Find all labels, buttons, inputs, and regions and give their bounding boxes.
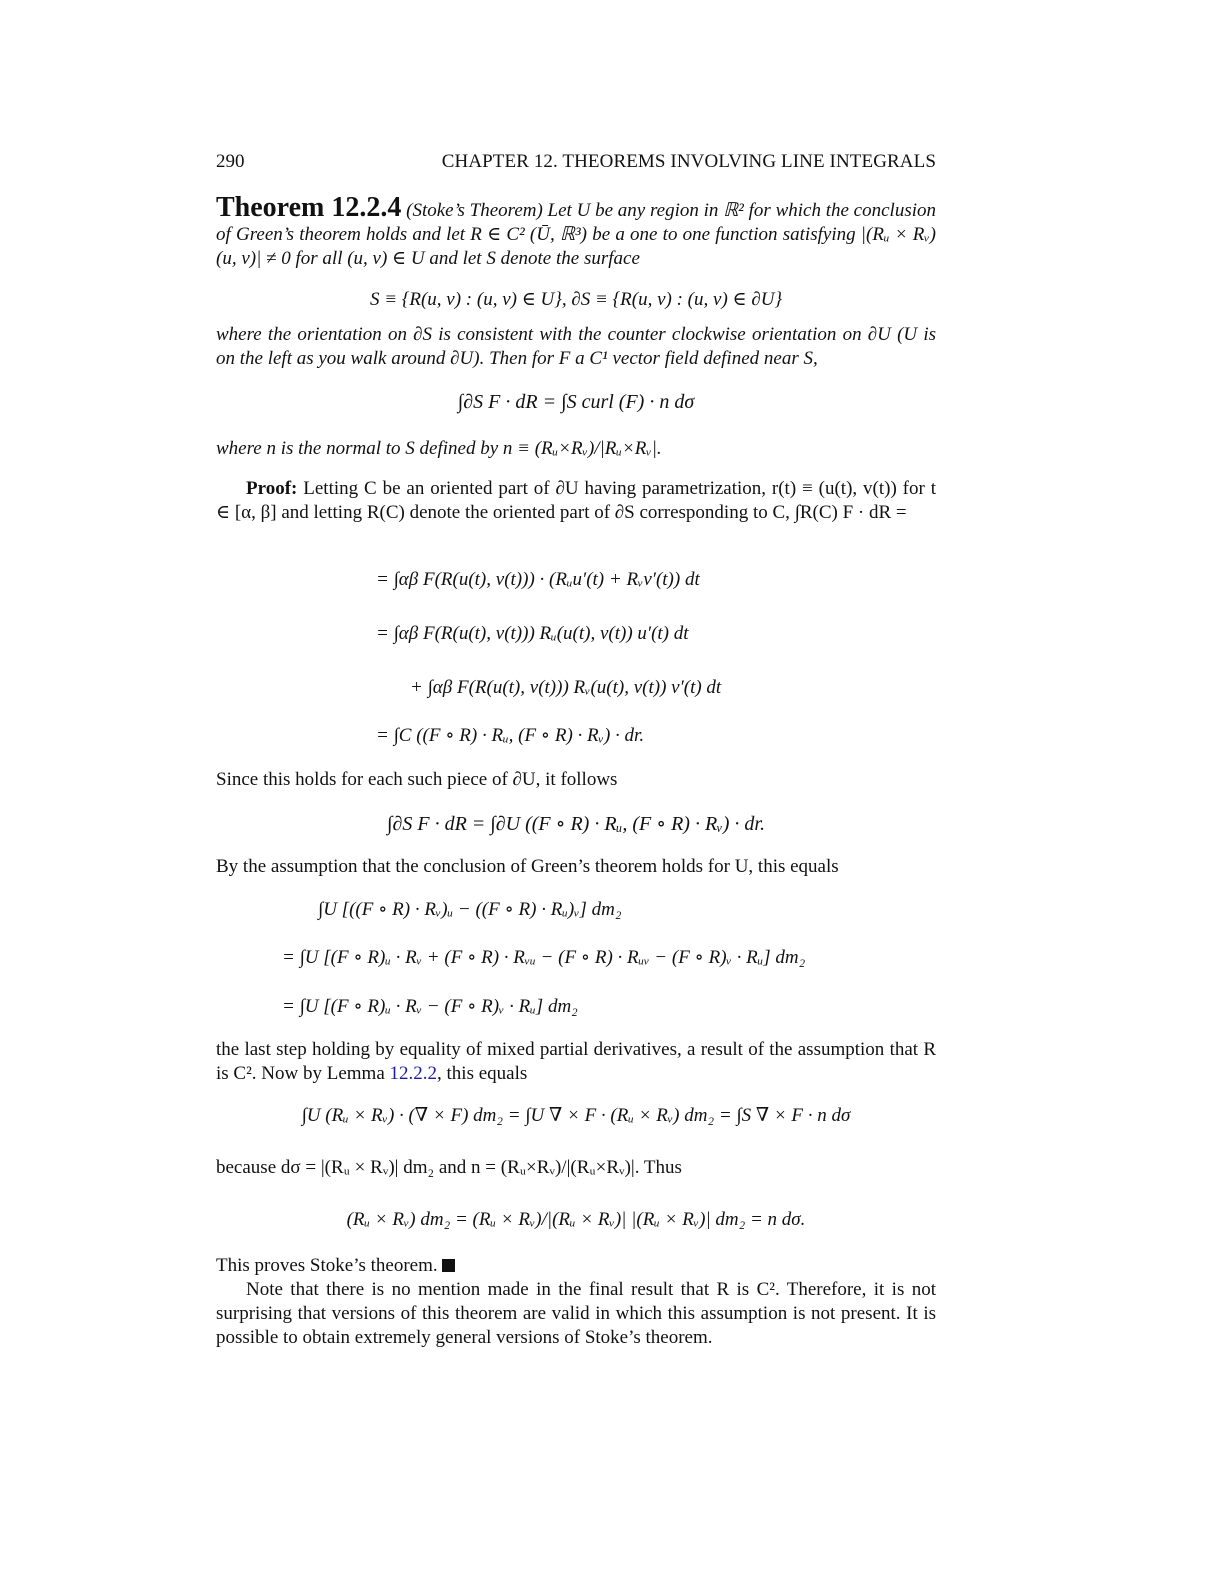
proof-text-2: Since this holds for each such piece of ∂U, it follows — [216, 769, 618, 790]
proof-equation-5: ∫∂S F · dR = ∫∂U ((F ∘ R) · Rᵤ, (F ∘ R) · Rᵥ) · dr. — [387, 813, 765, 835]
proof-text-1: Letting C be an oriented part of ∂U having parametrization, r(t) ≡ (u(t), v(t)) for t ∈ [α, β] and letting R(C) denote the oriented part of ∂S corresponding to C, ∫R(C) F · dR = — [216, 478, 937, 523]
proof-equation-2: = ∫αβ F(R(u(t), v(t))) Rᵤ(u(t), v(t)) u′(t) dt — [376, 623, 689, 644]
proof-paragraph-1 — [216, 477, 936, 525]
normal-definition: where n is the normal to S defined by n ≡ (Rᵤ×Rᵥ)/|Rᵤ×Rᵥ|. — [216, 438, 662, 459]
closing-paragraph — [216, 1278, 936, 1350]
proof-equation-9: ∫U (Rᵤ × Rᵥ) · (∇ × F) dm₂ = ∫U ∇ × F · (Rᵤ × Rᵥ) dm₂ = ∫S ∇ × F · n dσ — [301, 1105, 851, 1126]
lemma-reference-link[interactable]: 12.2.2 — [389, 1063, 438, 1084]
proof-text-3: By the assumption that the conclusion of Green’s theorem holds for U, this equals — [216, 856, 839, 877]
proof-paragraph-4 — [216, 1038, 936, 1086]
closing-text: Note that there is no mention made in the final result that R is C². Therefore, it is not surprising that versions of this theorem are valid in which this assumption is not present. It is possible to obtain extremely general versions of Stoke’s theorem. — [216, 1279, 936, 1348]
proof-text-4b: , this equals — [437, 1063, 528, 1084]
surface-definition: S ≡ {R(u, v) : (u, v) ∈ U}, ∂S ≡ {R(u, v) : (u, v) ∈ ∂U} — [369, 289, 783, 310]
proof-label: Proof: — [246, 478, 298, 499]
proof-equation-3: + ∫αβ F(R(u(t), v(t))) Rᵥ(u(t), v(t)) v′(t) dt — [410, 677, 722, 698]
proof-equation-8: = ∫U [(F ∘ R)ᵤ · Rᵥ − (F ∘ R)ᵥ · Rᵤ] dm₂ — [282, 996, 578, 1017]
theorem-text-2: where the orientation on ∂S is consistent with the counter clockwise orientation on ∂U (U is on the left as you walk around ∂U). Then for F a C¹ vector field defined near S, — [216, 324, 936, 369]
theorem-text-1: (Stoke’s Theorem) Let U be any region in ℝ² for which the conclusion of Green’s theorem holds and let R ∈ C² (Ū, ℝ³) be a one to one function satisfying |(Rᵤ × Rᵥ)(u, v)| ≠ 0 for all (u, v) ∈ U and let S denote the surface — [216, 200, 936, 269]
proof-text-4a: the last step holding by equality of mixed partial derivatives, a result of the assumption that R is C². Now by Lemma — [216, 1039, 936, 1084]
proof-conclusion — [216, 1254, 936, 1278]
theorem-title: Theorem 12.2.4 — [216, 192, 402, 223]
proof-equation-7: = ∫U [(F ∘ R)ᵤ · Rᵥ + (F ∘ R) · Rᵥᵤ − (F ∘ R) · Rᵤᵥ − (F ∘ R)ᵥ · Rᵤ] dm₂ — [282, 947, 806, 968]
stokes-formula: ∫∂S F · dR = ∫S curl (F) · n dσ — [457, 391, 695, 413]
qed-square-icon — [442, 1259, 455, 1272]
proof-equation-1: = ∫αβ F(R(u(t), v(t))) · (Rᵤu′(t) + Rᵥv′(t)) dt — [376, 569, 700, 590]
page-number: 290 — [216, 151, 245, 172]
proof-equation-6: ∫U [((F ∘ R) · Rᵥ)ᵤ − ((F ∘ R) · Rᵤ)ᵥ] dm₂ — [318, 899, 622, 920]
chapter-title: CHAPTER 12. THEOREMS INVOLVING LINE INTEGRALS — [441, 151, 936, 172]
proof-equation-10: (Rᵤ × Rᵥ) dm₂ = (Rᵤ × Rᵥ)/|(Rᵤ × Rᵥ)| |(Rᵤ × Rᵥ)| dm₂ = n dσ. — [346, 1209, 806, 1230]
proof-equation-4: = ∫C ((F ∘ R) · Rᵤ, (F ∘ R) · Rᵥ) · dr. — [376, 725, 645, 746]
theorem-statement — [216, 192, 936, 271]
conclusion-text: This proves Stoke’s theorem. — [216, 1255, 438, 1276]
running-header — [216, 150, 936, 174]
proof-text-5: because dσ = |(Rᵤ × Rᵥ)| dm₂ and n = (Rᵤ×Rᵥ)/|(Rᵤ×Rᵥ)|. Thus — [216, 1157, 682, 1178]
